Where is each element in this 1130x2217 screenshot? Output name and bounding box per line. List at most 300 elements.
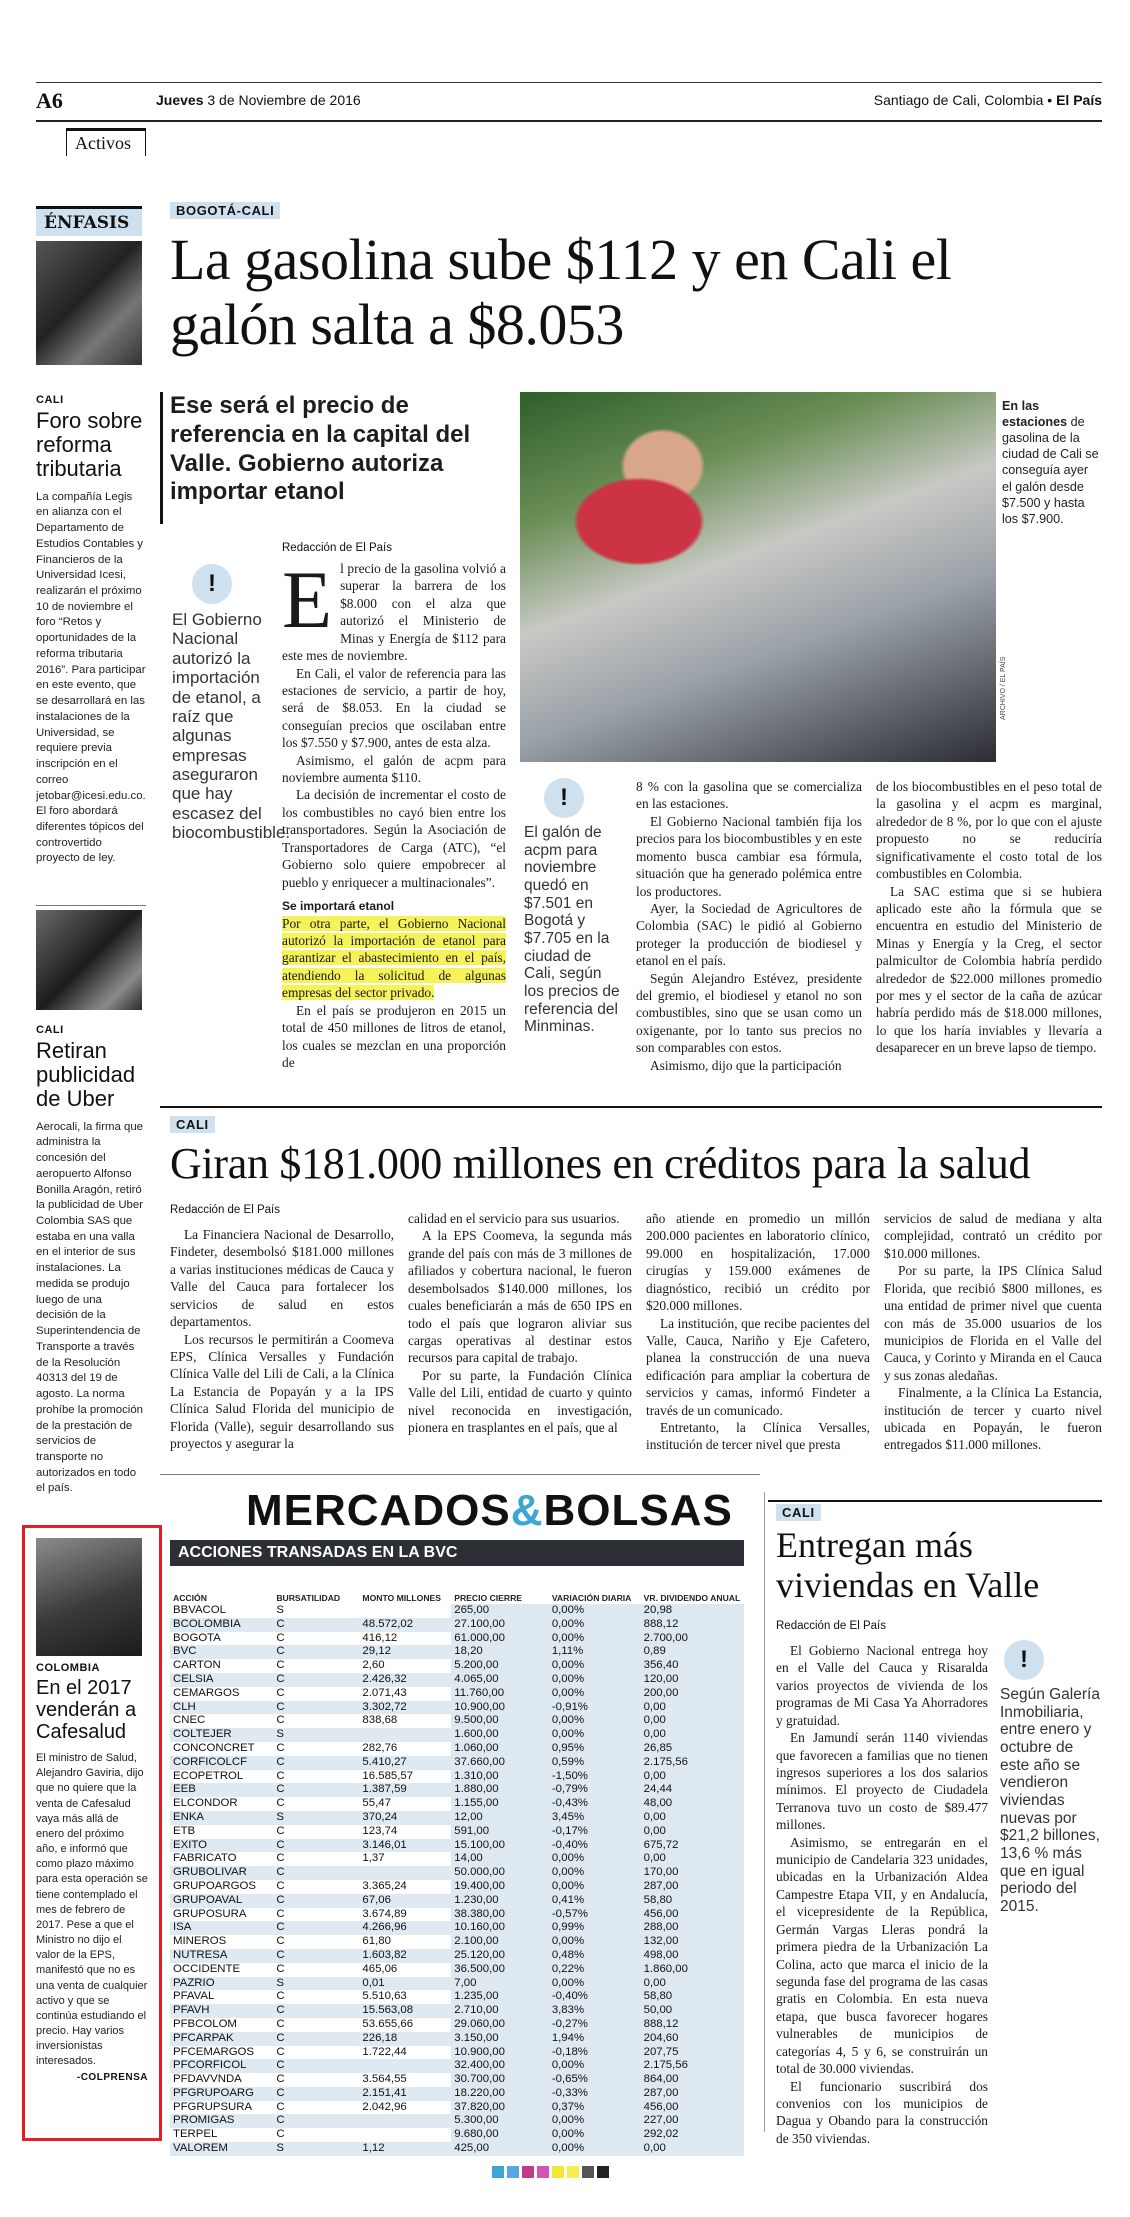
stock-symbol: GRUPOARGOS xyxy=(173,1879,256,1892)
stock-change: -0,43% xyxy=(549,1797,641,1811)
stock-amount: 1,37 xyxy=(362,1852,385,1865)
stock-change: 0,00% xyxy=(549,2142,641,2156)
stock-price: 12,00 xyxy=(451,1811,549,1825)
giran-column-1: La Financiera Nacional de Desarrollo, Findeter, desembolsó $181.000 millones a varias instituciones médicas de Cauca y Valle del Cauca para fortalecer los servicios de salud en estos departamentos. Los recursos le permitirán a Coomeva EPS, Clínica Versalles y Fundación Clínica Valle del Lili de Cali, a la Clínica La Estancia de Popayán y a la IPS Clínica Salud Florida del municipio de Florida (Valle), seguir desarrollando sus proyectos y asegurar la xyxy=(170,1227,394,1452)
stock-price: 18.220,00 xyxy=(451,2087,549,2101)
stock-change: 0,00% xyxy=(549,1714,641,1728)
stock-liquidity: C xyxy=(276,1962,285,1975)
stock-change: -0,33% xyxy=(549,2087,641,2101)
stock-change: 0,00% xyxy=(549,2128,641,2142)
stock-liquidity: S xyxy=(273,1977,359,1991)
stock-change: 0,00% xyxy=(549,1852,641,1866)
stock-price: 265,00 xyxy=(451,1604,549,1618)
stock-symbol: PFCEMARGOS xyxy=(173,2045,255,2058)
stock-price: 2.100,00 xyxy=(451,1935,549,1949)
stock-amount: 67,06 xyxy=(359,1894,451,1908)
dateline: Santiago de Cali, Colombia • El País xyxy=(873,92,1102,108)
giran-byline: Redacción de El País xyxy=(170,1204,280,1216)
uber-photo xyxy=(36,910,142,1010)
stock-price: 50.000,00 xyxy=(451,1866,549,1880)
stock-dividend: 132,00 xyxy=(641,1935,744,1949)
stock-change: 0,00% xyxy=(549,1977,641,1991)
stock-dividend: 227,00 xyxy=(641,2114,744,2128)
giran-column-3: año atiende en promedio un millón 200.000 pacientes en laboratorio clínico, 99.000 en hospitalización, 17.000 cirugías y 159.000 exámenes de diagnóstico, recibió un crédito por $20.000 millones. La institución, que recibe pacientes del Valle, Cauca, Nariño y Eje Cafetero, planea la construcción de una nueva edificación para ampliar la cobertura de servicios y camas, informó Findeter a través de un comunicado. Entretanto, la Clínica Versalles, institución de tercer nivel que presta xyxy=(646,1211,870,1453)
stock-amount: 123,74 xyxy=(362,1824,398,1837)
callout-viviendas-text: Según Galería Inmobiliaria, entre enero y octubre de este año se vendieron viviendas nuevas por $21,2 billones, 13,6 % más que en igual periodo del 2015. xyxy=(1000,1686,1100,1915)
col-precio: PRECIO CIERRE xyxy=(454,1593,523,1603)
stock-row xyxy=(170,1742,744,1756)
stock-price: 2.710,00 xyxy=(451,2004,549,2018)
stock-amount: 282,76 xyxy=(362,1741,398,1754)
stock-change: -0,40% xyxy=(549,1990,641,2004)
stock-price: 1.230,00 xyxy=(451,1894,549,1908)
stock-amount: 2.042,96 xyxy=(362,2100,407,2113)
stock-row xyxy=(170,1963,744,1977)
stock-row xyxy=(170,2004,744,2018)
stock-row xyxy=(170,1990,744,2004)
giran-kicker: CALI xyxy=(170,1114,215,1133)
giran-column-4: servicios de salud de mediana y alta complejidad, contrató un crédito por $10.000 millones. Por su parte, la IPS Clínica Salud Florida, que recibió $800 millones, es una entidad de primer nivel que cuenta con más de 35.000 usuarios de los municipios de Florida en el Valle del Cauca, y Corinto y Miranda en el Cauca y sus zonas aledañas. Finalmente, a la Clínica La Estancia, institución de tercer y cuarto nivel ubicada en Popayán, le fueron entregados $11.000 millones. xyxy=(884,1211,1102,1453)
section-tab: Activos xyxy=(66,128,146,156)
uber-label: CALI xyxy=(36,1024,64,1036)
stock-amount: 2.071,43 xyxy=(362,1686,407,1699)
stock-dividend: 287,00 xyxy=(641,1880,744,1894)
stock-row xyxy=(170,1604,744,1618)
entregan-headline: Entregan más viviendas en Valle xyxy=(776,1525,1040,1605)
section-rule xyxy=(160,1106,1102,1108)
stock-liquidity: C xyxy=(276,1741,285,1754)
stock-liquidity: C xyxy=(273,2087,359,2101)
stock-dividend: 498,00 xyxy=(641,1949,744,1963)
stock-dividend: 888,12 xyxy=(641,2018,744,2032)
stock-liquidity: C xyxy=(273,1701,359,1715)
stock-change: 0,00% xyxy=(549,1866,641,1880)
stock-symbol: VALOREM xyxy=(170,2142,273,2156)
stock-liquidity: C xyxy=(273,1756,359,1770)
stock-change: -1,50% xyxy=(549,1770,641,1784)
stock-symbol: ETB xyxy=(173,1824,196,1837)
stock-row xyxy=(170,1756,744,1770)
column-divider xyxy=(764,1492,765,2132)
stock-price: 591,00 xyxy=(451,1825,549,1839)
stock-dividend: 48,00 xyxy=(641,1797,744,1811)
stock-symbol: ELCONDOR xyxy=(173,1797,238,1810)
stock-row xyxy=(170,1618,744,1632)
page-number: A6 xyxy=(36,88,63,113)
stock-amount xyxy=(359,1604,451,1618)
stock-symbol: BBVACOL xyxy=(173,1604,226,1616)
subhead-rule xyxy=(160,392,163,524)
stock-change: 0,00% xyxy=(549,1632,641,1646)
giran-column-2: calidad en el servicio para sus usuarios. A la EPS Coomeva, la segunda más grande del país con más de 3 millones de afiliados y cobertura nacional, le fueron desembolsados $140.000 millones, los cuales beneficiarán a más de 650 IPS en todo el país que lograron aliviar sus cargas operativas al destinar estos recursos para capital de trabajo. Por su parte, la Fundación Clínica Valle del Lili, entidad de cuarto y quinto nivel reconocida en investigación, pionera en trasplantes en el país, que al xyxy=(408,1211,632,1436)
stock-symbol: NUTRESA xyxy=(170,1949,273,1963)
stock-price: 10.160,00 xyxy=(451,1921,549,1935)
stock-price: 27.100,00 xyxy=(451,1618,549,1632)
stock-row xyxy=(170,2059,744,2073)
stock-liquidity: C xyxy=(276,1631,285,1644)
stock-dividend: 204,60 xyxy=(641,2032,744,2046)
stock-symbol: CEMARGOS xyxy=(173,1686,240,1699)
stock-symbol: CELSIA xyxy=(170,1673,273,1687)
stock-symbol: PFAVH xyxy=(170,2004,273,2018)
col-bursatilidad: BURSATILIDAD xyxy=(276,1593,341,1603)
stock-change: 0,00% xyxy=(549,1659,641,1673)
stock-liquidity: C xyxy=(276,2045,285,2058)
stock-price: 10.900,00 xyxy=(451,1701,549,1715)
callout-viviendas xyxy=(1000,1640,1100,1916)
stock-row xyxy=(170,1811,744,1825)
highlighted-passage: Por otra parte, el Gobierno Nacional autorizó la importación de etanol para garantizar el abastecimiento en el país, atendiendo la solicitud de algunas empresas del sector privado. xyxy=(282,915,506,1001)
stock-amount: 3.365,24 xyxy=(362,1879,407,1892)
stock-row xyxy=(170,1866,744,1880)
stocks-header-row xyxy=(170,1570,744,1604)
stock-liquidity: C xyxy=(276,1769,285,1782)
giran-headline: Giran $181.000 millones en créditos para la salud xyxy=(170,1139,1031,1188)
issue-date: Jueves 3 de Noviembre de 2016 xyxy=(156,92,361,108)
exclamation-icon: ! xyxy=(192,564,232,604)
drop-cap: E xyxy=(282,554,333,645)
stock-row xyxy=(170,1825,744,1839)
stock-price: 11.760,00 xyxy=(451,1687,549,1701)
stock-amount xyxy=(359,2114,451,2128)
stock-symbol: CARTON xyxy=(173,1659,221,1672)
stock-row xyxy=(170,1880,744,1894)
stock-amount xyxy=(359,1728,451,1742)
stock-liquidity: C xyxy=(273,1949,359,1963)
stock-amount: 53.655,66 xyxy=(362,2017,414,2030)
uber-body: Aerocali, la firma que administra la concesión del aeropuerto Alfonso Bonilla Aragón, retiró la publicidad de Uber Colombia SAS que estaba en una valla en el interior de sus instalaciones. La medida se produjo luego de una decisión de la Superintendencia de Transporte a través de la Resolución 40313 del 19 de agosto. La norma prohíbe la promoción de la prestación de servicios de transporte no autorizados en todo el país. xyxy=(36,1120,144,1495)
stock-row xyxy=(170,1839,744,1853)
stock-row xyxy=(170,2101,744,2115)
stock-change: 0,48% xyxy=(549,1949,641,1963)
stock-change: 0,95% xyxy=(549,1742,641,1756)
stock-amount: 416,12 xyxy=(362,1631,398,1644)
stock-dividend: 0,00 xyxy=(641,2142,744,2156)
stock-dividend: 120,00 xyxy=(641,1673,744,1687)
stock-change: 0,00% xyxy=(549,1618,641,1632)
stock-price: 29.060,00 xyxy=(451,2018,549,2032)
stock-amount: 5.510,63 xyxy=(362,1990,407,2003)
stock-liquidity: C xyxy=(273,2004,359,2018)
stock-symbol: PFDAVVNDA xyxy=(173,2073,242,2086)
stock-liquidity: S xyxy=(276,1604,284,1616)
stock-row xyxy=(170,1632,744,1646)
stock-dividend: 0,00 xyxy=(641,1728,744,1742)
stock-price: 32.400,00 xyxy=(451,2059,549,2073)
stock-row xyxy=(170,2073,744,2087)
stock-dividend: 0,00 xyxy=(641,1977,744,1991)
stock-dividend: 2.700,00 xyxy=(641,1632,744,1646)
stock-amount: 226,18 xyxy=(359,2032,451,2046)
minister-photo xyxy=(36,1538,142,1656)
stock-liquidity: C xyxy=(273,1921,359,1935)
stock-liquidity: C xyxy=(273,2114,359,2128)
stock-change: 0,41% xyxy=(549,1894,641,1908)
stock-liquidity: C xyxy=(273,1866,359,1880)
main-column-3: de los biocombustibles en el peso total de la gasolina y el acpm es marginal, alrededor de 8 %, por lo que con el ajuste propuesto no se reduciría significativamente el costo total de los combustibles en Colombia. La SAC estima que si se hubiera aplicado este año la fórmula que se encuentra en estudio del Ministerio de Minas y Energía y la Creg, el sector palmicultor de Colombia habría perdido alrededor de $22.000 millones promedio por mes y el sector de la caña de azúcar habría perdido más de $18.000 millones, lo que los haría inviables y llevaría a desaparecer en un breve lapso de tiempo. xyxy=(876,779,1102,1056)
stock-liquidity: C xyxy=(276,1852,285,1865)
stock-price: 19.400,00 xyxy=(451,1880,549,1894)
stock-dividend: 50,00 xyxy=(641,2004,744,2018)
main-column-2: 8 % con la gasolina que se comercializa en las estaciones. El Gobierno Nacional también fija los precios para los biocombustibles y en este momento busca cambiar esa fórmula, situación que ha generado polémica entre los productores. Ayer, la Sociedad de Agricultores de Colombia (SAC) le pidió al Gobierno proteger la producción de biodiesel y etanol en el país. Según Alejandro Estévez, presidente del gremio, el biodiesel y etanol no son combustibles, sino que se usan como un oxigenante, por lo tanto sus precios no son comparables con estos. Asimismo, dijo que la participación xyxy=(636,779,862,1073)
stock-dividend: 0,00 xyxy=(641,1714,744,1728)
stock-change: 3,83% xyxy=(549,2004,641,2018)
foro-photo xyxy=(36,241,142,365)
stock-dividend: 58,80 xyxy=(641,1894,744,1908)
stock-dividend: 288,00 xyxy=(641,1921,744,1935)
stock-row xyxy=(170,2142,744,2156)
stock-amount: 2,60 xyxy=(362,1659,385,1672)
col-variacion: VARIACIÓN DIARIA xyxy=(551,1593,632,1603)
stock-liquidity: C xyxy=(273,1783,359,1797)
stock-change: 0,00% xyxy=(549,2059,641,2073)
stock-dividend: 170,00 xyxy=(641,1866,744,1880)
main-column-1: El precio de la gasolina volvió a superar la barrera de los $8.000 con el alza que autorizó el Ministerio de Minas y Energía de $112 para este mes de noviembre. En Cali, el valor de referencia para las estaciones de servicio, a partir de hoy, será de $8.053. En la ciudad se conseguían precios que oscilaban entre los $7.550 y $7.900, antes de esta alza. Asimismo, el galón de acpm para noviembre aumenta $110. La decisión de incrementar el costo de los combustibles no cayó bien entre los transportadores. Según la Asociación de Transportadores de Carga (ATC), “el Gobierno solo quiere empobrecer al pueblo y enriquecer a multinacionales”. Se importará etanol Por otra parte, el Gobierno Nacional autorizó la importación de etanol para garantizar el abastecimiento en el país, atendiendo la solicitud de algunas empresas del sector privado. En el país se produjeron en 2015 un total de 450 millones de litros de etanol, los cuales se mezclan en una proporción de xyxy=(282,554,506,1070)
stock-dividend: 0,00 xyxy=(641,1701,744,1715)
stock-symbol: CONCONCRET xyxy=(173,1741,255,1754)
cafesalud-label: COLOMBIA xyxy=(36,1662,100,1674)
stock-amount: 5.410,27 xyxy=(359,1756,451,1770)
stock-change: 0,00% xyxy=(549,1935,641,1949)
stock-price: 61.000,00 xyxy=(451,1632,549,1646)
stock-dividend: 58,80 xyxy=(641,1990,744,2004)
col-dividendo: VR. DIVIDENDO ANUAL xyxy=(643,1593,741,1603)
stock-row xyxy=(170,2128,744,2142)
stock-symbol: ISA xyxy=(170,1921,273,1935)
stock-symbol: GRUPOAVAL xyxy=(170,1894,273,1908)
stock-amount: 4.266,96 xyxy=(359,1921,451,1935)
foro-brief xyxy=(36,394,146,867)
stocks-table xyxy=(170,1570,744,2156)
stock-price: 3.150,00 xyxy=(451,2032,549,2046)
stock-price: 5.200,00 xyxy=(451,1659,549,1673)
stock-dividend: 292,02 xyxy=(641,2128,744,2142)
header-rule xyxy=(36,120,1102,122)
main-byline: Redacción de El País xyxy=(282,542,392,554)
stock-liquidity: C xyxy=(273,1645,359,1659)
stock-dividend: 24,44 xyxy=(641,1783,744,1797)
stock-row xyxy=(170,1783,744,1797)
stock-change: 0,00% xyxy=(549,1687,641,1701)
stock-symbol: CORFICOLCF xyxy=(170,1756,273,1770)
stock-liquidity: C xyxy=(273,1894,359,1908)
stock-symbol: CLH xyxy=(170,1701,273,1715)
stock-liquidity: C xyxy=(276,2073,285,2086)
stock-liquidity: C xyxy=(276,1714,285,1727)
stock-price: 25.120,00 xyxy=(451,1949,549,1963)
stock-row xyxy=(170,1894,744,1908)
stock-dividend: 864,00 xyxy=(641,2073,744,2087)
main-subhead: Ese será el precio de referencia en la capital del Valle. Gobierno autoriza importar etanol xyxy=(170,392,471,506)
stock-price: 1.880,00 xyxy=(451,1783,549,1797)
cafesalud-body: El ministro de Salud, Alejandro Gaviria, dijo que no quiere que la venta de Cafesalud vaya más allá de enero del próximo año, e informó que como plazo máximo para esta operación se tiene contemplado el mes de febrero de 2017. Pese a que el Ministro no dijo el valor de la EPS, manifestó que no es una venta de cualquier activo y que se continúa estudiando el precio. Hay varios inversionistas interesados. xyxy=(36,1752,148,2068)
stock-amount: 29,12 xyxy=(359,1645,451,1659)
stock-liquidity: C xyxy=(276,1659,285,1672)
stock-row xyxy=(170,2046,744,2060)
stock-row xyxy=(170,2032,744,2046)
stock-symbol: PFCORFICOL xyxy=(170,2059,273,2073)
stock-symbol: OCCIDENTE xyxy=(173,1962,241,1975)
stock-row xyxy=(170,1935,744,1949)
stock-amount: 2.151,41 xyxy=(359,2087,451,2101)
stock-amount: 3.146,01 xyxy=(359,1839,451,1853)
stock-amount: 1,12 xyxy=(359,2142,451,2156)
stock-amount: 3.674,89 xyxy=(362,1907,407,1920)
stock-change: 0,22% xyxy=(549,1963,641,1977)
stock-row xyxy=(170,1687,744,1701)
stock-dividend: 20,98 xyxy=(641,1604,744,1618)
stock-amount: 55,47 xyxy=(362,1797,391,1810)
stock-symbol: FABRICATO xyxy=(173,1852,237,1865)
stock-change: -0,57% xyxy=(549,1908,641,1922)
stock-change: 3,45% xyxy=(549,1811,641,1825)
stock-change: -0,40% xyxy=(549,1839,641,1853)
stock-symbol: PFGRUPOARG xyxy=(170,2087,273,2101)
main-kicker: BOGOTÁ-CALI xyxy=(170,200,280,219)
stock-dividend: 888,12 xyxy=(641,1618,744,1632)
stock-price: 5.300,00 xyxy=(451,2114,549,2128)
stock-liquidity: C xyxy=(276,1797,285,1810)
stock-row xyxy=(170,1673,744,1687)
stock-price: 38.380,00 xyxy=(451,1908,549,1922)
stock-price: 9.680,00 xyxy=(451,2128,549,2142)
stock-price: 1.600,00 xyxy=(451,1728,549,1742)
exclamation-icon: ! xyxy=(544,778,584,818)
stock-dividend: 0,89 xyxy=(641,1645,744,1659)
stock-symbol: PROMIGAS xyxy=(170,2114,273,2128)
gas-station-photo xyxy=(520,392,996,762)
color-swatch xyxy=(552,2166,564,2178)
entregan-body: El Gobierno Nacional entrega hoy en el Valle del Cauca y Risaralda varios proyectos de vivienda de los programas de Mi Casa Ya Ahorradores y gratuidad. En Jamundí serán 1140 viviendas que favorecen a familias que no tienen ingresos superiores a los dos salarios mínimos. El proyecto de Ciudadela Terranova tuvo un costo de $89.477 millones. Asimismo, se entregarán en el municipio de Candelaria 323 unidades, ubicadas en la Urbanización Aldea Campestre Etapa VII, y en Andalucía, el vicepresidente de la República, Germán Vargas Lleras pondrá la primera piedra de la Urbanización La Colina, acto que marca el inicio de la segunda fase del programa de las casas gratis en Colombia. En esta nueva etapa, que busca favorecer hogares vulnerables de municipios de categorías 4, 5 y 6, se construirán un total de 30.000 viviendas. El funcionario suscribirá dos convenios con los municipios de Dagua y Obando para la construcción de 350 viviendas. xyxy=(776,1643,988,2146)
stock-row xyxy=(170,1645,744,1659)
stock-dividend: 356,40 xyxy=(641,1659,744,1673)
stock-liquidity: C xyxy=(273,1618,359,1632)
uber-brief xyxy=(36,1024,146,1497)
stock-change: 0,99% xyxy=(549,1921,641,1935)
stock-liquidity: C xyxy=(273,2059,359,2073)
stock-change: 0,00% xyxy=(549,2114,641,2128)
stock-change: 0,59% xyxy=(549,1756,641,1770)
main-headline: La gasolina sube $112 y en Cali el galón salta a $8.053 xyxy=(170,227,952,357)
stock-liquidity: S xyxy=(273,1811,359,1825)
entregan-byline: Redacción de El País xyxy=(776,1620,886,1632)
stock-amount: 1.603,82 xyxy=(359,1949,451,1963)
exclamation-icon: ! xyxy=(1004,1640,1044,1680)
stock-symbol: EXITO xyxy=(170,1839,273,1853)
stock-row xyxy=(170,1770,744,1784)
stock-dividend: 0,00 xyxy=(641,1811,744,1825)
enfasis-label: ÉNFASIS xyxy=(36,206,142,236)
stock-dividend: 0,00 xyxy=(641,1852,744,1866)
stock-dividend: 2.175,56 xyxy=(641,1756,744,1770)
stock-dividend: 0,00 xyxy=(641,1770,744,1784)
stock-change: -0,65% xyxy=(549,2073,641,2087)
stock-amount xyxy=(359,2128,451,2142)
stock-dividend: 207,75 xyxy=(641,2046,744,2060)
stock-row xyxy=(170,1921,744,1935)
cafesalud-title: En el 2017 venderán a Cafesalud xyxy=(36,1677,137,1743)
stock-liquidity: C xyxy=(276,1824,285,1837)
stock-change: 0,00% xyxy=(549,1728,641,1742)
stock-change: 1,94% xyxy=(549,2032,641,2046)
stock-row xyxy=(170,1797,744,1811)
stock-symbol: EEB xyxy=(170,1783,273,1797)
color-swatch xyxy=(537,2166,549,2178)
stock-symbol: PFBCOLOM xyxy=(173,2017,237,2030)
color-swatch xyxy=(567,2166,579,2178)
stock-liquidity: C xyxy=(276,1935,285,1948)
divider xyxy=(36,905,146,906)
stock-dividend: 456,00 xyxy=(641,1908,744,1922)
stock-row xyxy=(170,1701,744,1715)
stock-row xyxy=(170,1728,744,1742)
stock-row xyxy=(170,2018,744,2032)
stock-price: 1.155,00 xyxy=(451,1797,549,1811)
stock-row xyxy=(170,1852,744,1866)
markets-title: MERCADOS&BOLSAS xyxy=(246,1486,733,1535)
stock-dividend: 456,00 xyxy=(641,2101,744,2115)
stocks-table-title: ACCIONES TRANSADAS EN LA BVC xyxy=(170,1540,744,1566)
stock-price: 425,00 xyxy=(451,2142,549,2156)
stock-symbol: PAZRIO xyxy=(170,1977,273,1991)
cafesalud-credit: -COLPRENSA xyxy=(76,2071,148,2083)
stock-price: 1.235,00 xyxy=(451,1990,549,2004)
stock-price: 4.065,00 xyxy=(451,1673,549,1687)
stock-symbol: TERPEL xyxy=(173,2128,218,2141)
stock-symbol: PFCARPAK xyxy=(170,2032,273,2046)
photo-caption: En las estaciones de gasolina de la ciudad de Cali se conseguía ayer el galón desde $7.500 y hasta los $7.900. xyxy=(1002,399,1099,526)
cafesalud-brief xyxy=(36,1662,148,2083)
stock-symbol: MINEROS xyxy=(173,1935,227,1948)
col-accion: ACCIÓN xyxy=(173,1593,207,1603)
stock-liquidity: C xyxy=(273,2032,359,2046)
stock-amount: 0,01 xyxy=(359,1977,451,1991)
stock-liquidity: C xyxy=(276,2100,285,2113)
divider xyxy=(160,1474,760,1475)
stock-symbol: BOGOTA xyxy=(173,1631,221,1644)
uber-title: Retiran publicidad de Uber xyxy=(36,1038,136,1112)
stock-symbol: COLTEJER xyxy=(170,1728,273,1742)
stock-change: -0,91% xyxy=(549,1701,641,1715)
stock-amount: 2.426,32 xyxy=(359,1673,451,1687)
stock-change: -0,18% xyxy=(549,2046,641,2060)
stock-amount: 1.722,44 xyxy=(362,2045,407,2058)
stock-symbol: ENKA xyxy=(170,1811,273,1825)
stock-amount: 3.564,55 xyxy=(362,2073,407,2086)
callout-ethanol-text: El Gobierno Nacional autorizó la importación de etanol, a raíz que algunas empresas aseguraron que hay escasez del biocombustible. xyxy=(172,610,291,843)
stock-liquidity: C xyxy=(276,1990,285,2003)
color-swatch xyxy=(507,2166,519,2178)
color-swatch xyxy=(597,2166,609,2178)
stock-change: -0,17% xyxy=(549,1825,641,1839)
stock-change: 0,00% xyxy=(549,1880,641,1894)
stock-symbol: ECOPETROL xyxy=(173,1769,244,1782)
stock-amount: 15.563,08 xyxy=(359,2004,451,2018)
stock-symbol: GRUBOLIVAR xyxy=(170,1866,273,1880)
stock-row xyxy=(170,1977,744,1991)
callout-ethanol xyxy=(172,564,291,843)
stock-row xyxy=(170,1659,744,1673)
stock-symbol: GRUPOSURA xyxy=(173,1907,247,1920)
callout-acpm-text: El galón de acpm para noviembre quedó en $7.501 en Bogotá y $7.705 en la ciudad de Cali, según los precios de referencia del Minminas. xyxy=(524,824,620,1036)
photo-credit: ARCHIVO / EL PAÍS xyxy=(1000,656,1007,720)
foro-title: Foro sobre reforma tributaria xyxy=(36,408,143,482)
stock-dividend: 287,00 xyxy=(641,2087,744,2101)
stock-price: 37.660,00 xyxy=(451,1756,549,1770)
stock-dividend: 675,72 xyxy=(641,1839,744,1853)
stock-row xyxy=(170,1949,744,1963)
stock-price: 7,00 xyxy=(451,1977,549,1991)
